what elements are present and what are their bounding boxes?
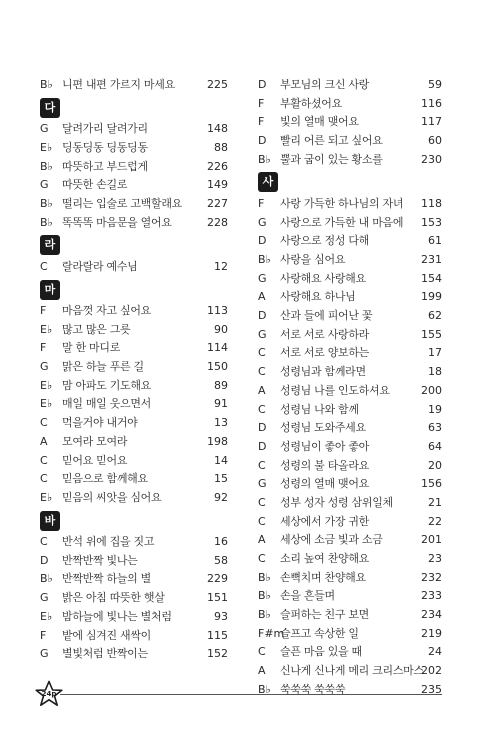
index-entry	[258, 662, 442, 681]
index-entry	[40, 195, 228, 214]
entry-title: 손뼉치며 찬양해요	[280, 570, 366, 584]
entry-page: 59	[428, 78, 442, 91]
entry-page: 117	[421, 115, 442, 129]
entry-title: 밝은 아침 따뜻한 햇살	[62, 591, 165, 605]
index-entry	[258, 494, 442, 513]
entry-title: 떨리는 입술로 고백할래요	[62, 196, 182, 210]
entry-key: F	[258, 96, 265, 110]
entry-title: 사랑으로 정성 다해	[280, 234, 370, 248]
index-entry	[258, 251, 442, 270]
entry-page: 148	[207, 122, 228, 136]
page-number: 24p	[41, 690, 57, 698]
index-entry	[258, 326, 442, 345]
entry-page: 16	[214, 535, 228, 549]
entry-key: E♭	[40, 378, 53, 392]
entry-title: 성령의 불 타올라요	[280, 458, 370, 472]
entry-title: 따뜻하고 부드럽게	[62, 159, 148, 173]
entry-page: 225	[207, 78, 228, 91]
entry-key: C	[258, 495, 266, 509]
entry-key: A	[258, 533, 266, 547]
entry-key: E♭	[40, 609, 53, 623]
entry-title: 사랑을 심어요	[280, 253, 346, 266]
index-entry	[40, 76, 228, 95]
entry-title: 달려가리 달려가리	[62, 122, 148, 136]
index-entry	[258, 288, 442, 307]
entry-page: 151	[207, 591, 228, 605]
entry-title: 반석 위에 집을 짓고	[62, 535, 155, 549]
entry-page: 152	[207, 647, 228, 661]
entry-title: 산과 들에 피어난 꽃	[280, 309, 373, 323]
index-entry	[40, 452, 228, 471]
entry-title: 뿔과 굽이 있는 황소를	[280, 152, 383, 166]
entry-page: 149	[207, 178, 228, 192]
entry-title: 반짝반짝 하늘의 별	[62, 572, 152, 586]
entry-page: 200	[421, 383, 442, 397]
entry-key: E♭	[40, 397, 53, 411]
entry-key: D	[258, 134, 267, 148]
entry-key: A	[258, 664, 266, 678]
entry-title: 밤하늘에 빛나는 별처럼	[62, 609, 172, 623]
section-header	[40, 277, 228, 303]
index-entry	[258, 232, 442, 251]
section-header	[40, 508, 228, 534]
entry-key: B♭	[258, 682, 271, 696]
entry-page: 156	[421, 477, 442, 491]
entry-page: 89	[214, 378, 228, 392]
entry-page: 64	[428, 439, 442, 453]
entry-key: G	[40, 360, 49, 374]
index-entry	[40, 377, 228, 396]
index-entry	[258, 438, 442, 457]
entry-page: 88	[214, 140, 228, 154]
index-column-right	[258, 76, 442, 700]
entry-title: 반짝반짝 빛나는	[62, 553, 138, 567]
entry-page: 115	[207, 628, 228, 642]
entry-page: 24	[428, 645, 442, 659]
index-entry	[258, 95, 442, 114]
entry-key: F	[258, 115, 265, 129]
entry-title: 쑥쑥쑥 쑥쑥쑥	[280, 682, 346, 696]
entry-key: C	[258, 645, 266, 659]
entry-page: 18	[428, 365, 442, 379]
entry-key: C	[258, 458, 266, 472]
entry-title: 마음껏 자고 싶어요	[62, 304, 152, 317]
index-entry	[258, 363, 442, 382]
entry-page: 14	[214, 453, 228, 467]
entry-key: A	[40, 434, 48, 448]
entry-page: 228	[207, 215, 228, 229]
entry-key: D	[258, 234, 267, 248]
entry-key: B♭	[40, 215, 53, 229]
entry-title: 사랑 가득한 하나님의 자녀	[280, 196, 404, 210]
entry-key: C	[258, 514, 266, 528]
entry-key: E♭	[40, 140, 53, 154]
index-entry	[40, 608, 228, 627]
entry-key: G	[40, 178, 49, 192]
entry-page: 91	[214, 397, 228, 411]
entry-key: F	[40, 304, 47, 317]
index-entry	[258, 643, 442, 662]
entry-key: D	[258, 439, 267, 453]
entry-page: 114	[207, 341, 228, 355]
entry-page: 22	[428, 514, 442, 528]
entry-key: C	[40, 472, 48, 486]
index-entry	[40, 533, 228, 552]
entry-title: 랄라랄라 예수님	[62, 259, 138, 273]
index-entry	[40, 321, 228, 340]
entry-title: 빛의 열매 맺어요	[280, 115, 359, 129]
entry-key: C	[258, 346, 266, 360]
entry-key: C	[40, 416, 48, 430]
entry-page: 231	[421, 253, 442, 266]
entry-title: 믿음으로 함께해요	[62, 472, 148, 486]
entry-key: G	[40, 647, 49, 661]
entry-key: G	[40, 122, 49, 136]
index-entry	[258, 569, 442, 588]
index-entry	[40, 414, 228, 433]
entry-key: C	[40, 259, 48, 273]
index-entry	[258, 151, 442, 170]
entry-key: F	[40, 628, 47, 642]
entry-key: C	[258, 552, 266, 565]
entry-title: 성부 성자 성령 삼위일체	[280, 495, 393, 509]
index-entry	[40, 433, 228, 452]
entry-page: 60	[428, 134, 442, 148]
entry-page: 229	[207, 572, 228, 586]
entry-title: 성령님 나를 인도하셔요	[280, 383, 390, 397]
entry-title: 신나게 신나게 메리 크리스마스	[280, 664, 424, 678]
entry-page: 232	[421, 570, 442, 584]
entry-page: 219	[421, 626, 442, 640]
entry-key: B♭	[258, 570, 271, 584]
entry-page: 13	[214, 416, 228, 430]
entry-page: 113	[207, 304, 228, 317]
entry-page: 118	[421, 196, 442, 210]
entry-title: 별빛처럼 반짝이는	[62, 647, 148, 661]
entry-title: 밭에 심겨진 새싹이	[62, 628, 152, 642]
section-badge: 라	[40, 235, 60, 255]
index-entry	[40, 176, 228, 195]
entry-title: 세상에 소금 빛과 소금	[280, 533, 383, 547]
entry-key: B♭	[258, 589, 271, 603]
entry-key: B♭	[258, 253, 271, 266]
entry-key: F	[40, 341, 47, 355]
entry-page: 23	[428, 552, 442, 565]
entry-key: G	[258, 271, 267, 285]
entry-key: F#m	[258, 626, 285, 640]
entry-key: A	[258, 290, 266, 304]
entry-page: 19	[428, 402, 442, 416]
entry-key: G	[40, 591, 49, 605]
entry-page: 17	[428, 346, 442, 360]
entry-page: 202	[421, 664, 442, 678]
index-entry	[258, 419, 442, 438]
entry-key: B♭	[40, 78, 53, 91]
entry-page: 154	[421, 271, 442, 285]
entry-title: 사랑으로 가득한 내 마음에	[280, 215, 404, 229]
entry-title: 서로 서로 사랑하라	[280, 327, 370, 341]
entry-title: 말 한 마디로	[62, 341, 121, 355]
entry-title: 세상에서 가장 귀한	[280, 514, 370, 528]
index-entry	[258, 195, 442, 214]
entry-title: 성령의 열매 맺어요	[280, 477, 370, 491]
entry-page: 235	[421, 682, 442, 696]
section-header	[40, 232, 228, 258]
index-entry	[40, 627, 228, 646]
section-badge: 다	[40, 98, 60, 118]
entry-key: C	[258, 365, 266, 379]
entry-title: 빨리 어른 되고 싶어요	[280, 134, 383, 148]
index-entry	[40, 214, 228, 233]
entry-key: G	[258, 477, 267, 491]
entry-title: 성령님 도와주세요	[280, 421, 366, 435]
entry-title: 모여라 모여라	[62, 434, 128, 448]
entry-page: 227	[207, 196, 228, 210]
entry-page: 198	[207, 434, 228, 448]
entry-key: B♭	[40, 159, 53, 173]
entry-page: 153	[421, 215, 442, 229]
entry-key: A	[258, 383, 266, 397]
entry-page: 20	[428, 458, 442, 472]
index-entry	[40, 570, 228, 589]
entry-title: 믿어요 믿어요	[62, 453, 128, 467]
section-badge: 사	[258, 172, 278, 192]
entry-title: 맑은 하늘 푸른 길	[62, 360, 144, 374]
index-entry	[258, 625, 442, 644]
entry-title: 사랑해요 하나님	[280, 290, 356, 304]
entry-key: B♭	[258, 608, 271, 622]
index-entry	[40, 139, 228, 158]
index-entry	[40, 645, 228, 664]
entry-key: B♭	[40, 572, 53, 586]
entry-title: 니편 내편 가르지 마세요	[62, 78, 175, 91]
entry-title: 성령님과 함께라면	[280, 365, 366, 379]
index-entry	[258, 382, 442, 401]
entry-key: D	[258, 421, 267, 435]
index-entry	[40, 258, 228, 277]
entry-page: 93	[214, 609, 228, 623]
entry-title: 먹을거야 내거야	[62, 416, 138, 430]
entry-title: 소리 높여 찬양해요	[280, 552, 370, 565]
index-entry	[40, 158, 228, 177]
entry-title: 맘 아파도 기도해요	[62, 378, 152, 392]
index-entry	[40, 395, 228, 414]
entry-title: 따뜻한 손길로	[62, 178, 128, 192]
index-entry	[40, 302, 228, 321]
entry-key: B♭	[40, 196, 53, 210]
entry-key: E♭	[40, 322, 53, 336]
entry-title: 딩동딩동 딩동딩동	[62, 140, 148, 154]
index-entry	[258, 113, 442, 132]
index-entry	[258, 344, 442, 363]
entry-page: 90	[214, 322, 228, 336]
section-badge: 마	[40, 280, 60, 300]
entry-title: 부모님의 크신 사랑	[280, 78, 370, 91]
entry-key: B♭	[258, 152, 271, 166]
entry-key: G	[258, 215, 267, 229]
index-column-left	[40, 76, 228, 664]
entry-page: 63	[428, 421, 442, 435]
entry-key: C	[258, 402, 266, 416]
entry-title: 슬퍼하는 친구 보면	[280, 608, 370, 622]
index-entry	[40, 589, 228, 608]
entry-key: G	[258, 327, 267, 341]
index-entry	[258, 270, 442, 289]
entry-page: 199	[421, 290, 442, 304]
entry-page: 61	[428, 234, 442, 248]
entry-page: 226	[207, 159, 228, 173]
entry-page: 21	[428, 495, 442, 509]
entry-page: 155	[421, 327, 442, 341]
entry-title: 부활하셨어요	[280, 96, 342, 110]
entry-title: 믿음의 씨앗을 심어요	[62, 490, 162, 504]
entry-title: 많고 많은 그릇	[62, 322, 131, 336]
entry-title: 성령님 나와 함께	[280, 402, 359, 416]
entry-page: 15	[214, 472, 228, 486]
index-entry	[258, 531, 442, 550]
index-entry	[258, 401, 442, 420]
entry-key: F	[258, 196, 265, 210]
index-entry	[40, 358, 228, 377]
index-entry	[40, 489, 228, 508]
entry-title: 성령님이 좋아 좋아	[280, 439, 370, 453]
index-entry	[258, 132, 442, 151]
entry-title: 슬픈 마음 있을 때	[280, 645, 362, 659]
index-entry	[258, 457, 442, 476]
index-entry	[258, 475, 442, 494]
section-badge: 바	[40, 511, 60, 531]
index-entry	[258, 587, 442, 606]
entry-page: 233	[421, 589, 442, 603]
footer-rule	[60, 694, 442, 695]
index-entry	[258, 307, 442, 326]
page-number-badge	[34, 680, 64, 708]
entry-page: 92	[214, 490, 228, 504]
entry-page: 201	[421, 533, 442, 547]
index-entry	[258, 513, 442, 532]
entry-page: 62	[428, 309, 442, 323]
entry-key: D	[258, 78, 267, 91]
index-entry	[40, 470, 228, 489]
entry-page: 234	[421, 608, 442, 622]
entry-key: D	[258, 309, 267, 323]
entry-title: 사랑해요 사랑해요	[280, 271, 366, 285]
index-entry	[258, 550, 442, 569]
entry-page: 116	[421, 96, 442, 110]
entry-page: 230	[421, 152, 442, 166]
entry-key: C	[40, 535, 48, 549]
index-entry	[40, 339, 228, 358]
index-entry	[258, 76, 442, 95]
entry-page: 150	[207, 360, 228, 374]
entry-key: C	[40, 453, 48, 467]
index-entry	[40, 552, 228, 571]
entry-title: 매일 매일 웃으면서	[62, 397, 152, 411]
section-header	[258, 169, 442, 195]
entry-title: 손을 흔들며	[280, 589, 335, 603]
entry-key: E♭	[40, 490, 53, 504]
entry-key: D	[40, 553, 49, 567]
entry-page: 12	[214, 259, 228, 273]
index-entry	[258, 214, 442, 233]
entry-page: 58	[214, 553, 228, 567]
entry-title: 똑똑똑 마음문을 열어요	[62, 215, 172, 229]
entry-title: 서로 서로 양보하는	[280, 346, 370, 360]
entry-title: 슬프고 속상한 일	[280, 626, 359, 640]
index-entry	[258, 606, 442, 625]
section-header	[40, 95, 228, 121]
index-entry	[258, 681, 442, 700]
index-entry	[40, 120, 228, 139]
